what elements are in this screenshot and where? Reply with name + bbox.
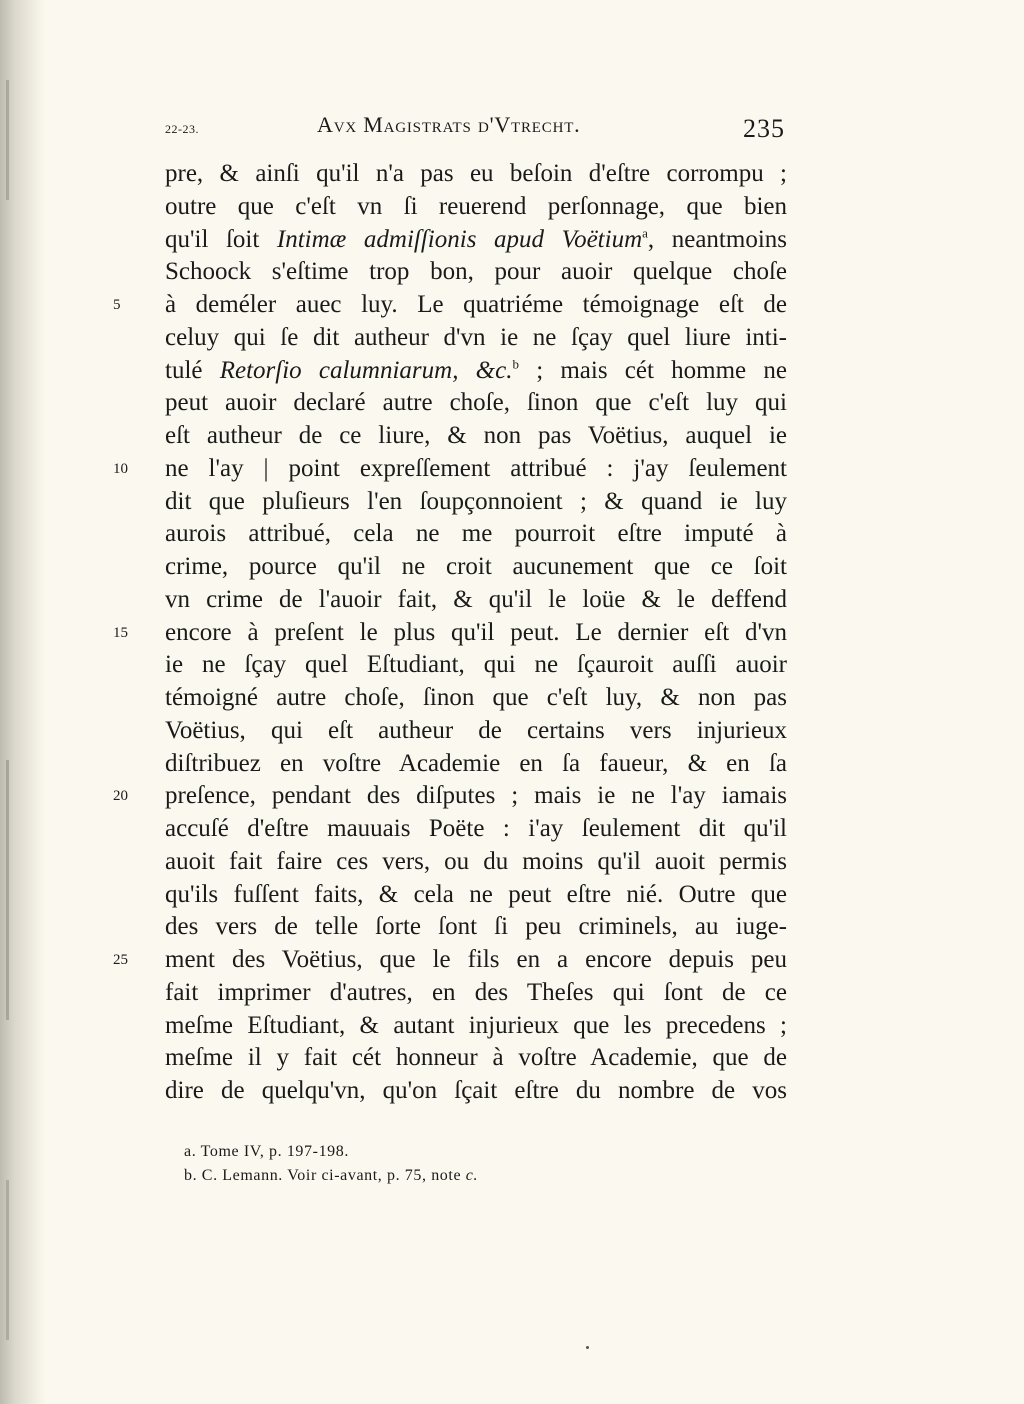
footnote-text: a. Tome IV, p. 197-198.: [184, 1143, 349, 1160]
footnote-italic: c.: [465, 1167, 479, 1184]
footnote: [184, 1140, 684, 1164]
footnote-text: b. C. Lemann. Voir ci-avant, p. 75, note: [184, 1167, 466, 1184]
line-text: fait imprimer d'autres, en des Theſes qui ſont de ce: [165, 978, 787, 1006]
text-line: [165, 191, 787, 224]
line-text: vn crime de l'auoir fait, & qu'il le loüe & le deffend: [165, 585, 787, 613]
text-line: [113, 453, 787, 486]
text-line: [165, 256, 787, 289]
line-number: 10: [113, 460, 128, 477]
gutter-scan-mark: [6, 80, 9, 200]
line-text: celuy qui ſe dit autheur d'vn ie ne ſçay quel liure inti-: [165, 323, 787, 351]
header-running-title: Avx Magistrats d'Vtrecht.: [317, 112, 581, 137]
text-line: [165, 1042, 787, 1075]
text-line: [165, 879, 787, 912]
line-text: Schoock s'eſtime trop bon, pour auoir quelque choſe: [165, 258, 787, 286]
text-line: [165, 322, 787, 355]
line-text: auoit fait faire ces vers, ou du moins qu'il auoit permis: [165, 847, 787, 875]
line-text: tulé: [165, 356, 220, 384]
line-text: des vers de telle ſorte ſont ſi peu criminels, au iuge-: [165, 913, 787, 941]
line-text: qu'il ſoit: [165, 225, 277, 253]
text-line: [165, 584, 787, 617]
text-line: [165, 682, 787, 715]
line-text: accuſé d'eſtre mauuais Poëte : i'ay ſeulement dit qu'il: [165, 815, 787, 842]
line-text: qu'ils fuſſent faits, & cela ne peut eſtre nié. Outre que: [165, 880, 787, 908]
line-number: 5: [113, 297, 121, 313]
text-line: [165, 486, 787, 519]
footnote-ref: a: [642, 225, 648, 241]
text-line: [165, 846, 787, 879]
line-text: dire de quelqu'vn, qu'on ſçait eſtre du nombre de vos: [165, 1077, 787, 1104]
line-text: encore à preſent le plus qu'il peut. Le dernier eſt d'vn: [165, 618, 787, 646]
italic-title: Retorſio calumniarum, &c.: [219, 356, 513, 384]
text-line: [165, 911, 787, 944]
italic-title: Intimæ admiſſionis apud Voëtium: [276, 225, 643, 253]
gutter-scan-mark: [6, 760, 9, 1020]
line-text: à deméler auec luy. Le quatriéme témoignage eſt de: [165, 291, 787, 318]
line-text: diſtribuez en voſtre Academie en ſa faueur, & en ſa: [165, 749, 787, 777]
body-text: [113, 158, 787, 1108]
text-line: [165, 1010, 787, 1043]
text-line: [113, 780, 787, 813]
text-line: [165, 1075, 787, 1108]
header-folio-range: 22-23.: [165, 122, 199, 136]
line-text: peut auoir declaré autre choſe, ſinon que c'eſt luy qui: [165, 389, 787, 417]
text-line: [165, 977, 787, 1010]
line-text: preſence, pendant des diſputes ; mais ie ne l'ay iamais: [165, 782, 787, 810]
text-line: [165, 551, 787, 584]
text-line: [165, 649, 787, 682]
text-line: [113, 289, 787, 322]
line-text: ie ne ſçay quel Eſtudiant, qui ne ſçauroit auſſi auoir: [165, 651, 787, 679]
text-line: [165, 224, 787, 257]
line-text: ne l'ay | point expreſſement attribué : j'ay ſeulement: [165, 454, 787, 482]
line-text: ; mais cét homme ne: [518, 356, 787, 384]
line-text: eſt autheur de ce liure, & non pas Voëtius, auquel ie: [165, 422, 787, 449]
line-text: ment des Voëtius, que le fils en a encore depuis peu: [165, 946, 787, 973]
text-line: [165, 420, 787, 453]
line-text: témoigné autre choſe, ſinon que c'eſt luy, & non pas: [165, 684, 787, 711]
line-text: crime, pource qu'il ne croit aucunement que ce ſoit: [165, 553, 787, 580]
text-line: [165, 355, 787, 388]
line-text: Voëtius, qui eſt autheur de certains vers injurieux: [165, 716, 787, 744]
line-number: 15: [113, 624, 128, 641]
line-text: , neantmoins: [647, 225, 787, 253]
line-text: outre que c'eſt vn ſi reuerend perſonnage, que bien: [165, 192, 787, 220]
gutter-scan-mark: [6, 1180, 9, 1340]
line-text: dit que pluſieurs l'en ſoupçonnoient ; & quand ie luy: [165, 487, 787, 515]
text-line: [165, 748, 787, 781]
line-number: 25: [113, 952, 128, 968]
page-number: 235: [743, 114, 785, 143]
text-line: [113, 944, 787, 977]
footnote-ref: b: [512, 356, 519, 372]
text-line: [165, 387, 787, 420]
line-number: 20: [113, 788, 128, 805]
text-line: [165, 518, 787, 551]
footnote: [184, 1164, 684, 1188]
text-line: [113, 617, 787, 650]
line-text: pre, & ainſi qu'il n'a pas eu beſoin d'eſtre corrompu ;: [165, 160, 787, 187]
text-line: [165, 715, 787, 748]
line-text: aurois attribué, cela ne me pourroit eſtre imputé à: [165, 520, 787, 548]
scan-speck: [586, 1346, 589, 1349]
text-line: [165, 813, 787, 846]
line-text: meſme Eſtudiant, & autant injurieux que les precedens ;: [165, 1011, 787, 1039]
text-line: [165, 158, 787, 191]
line-text: meſme il y fait cét honneur à voſtre Academie, que de: [165, 1044, 787, 1072]
footnotes: [184, 1140, 684, 1188]
running-header: [165, 112, 787, 144]
